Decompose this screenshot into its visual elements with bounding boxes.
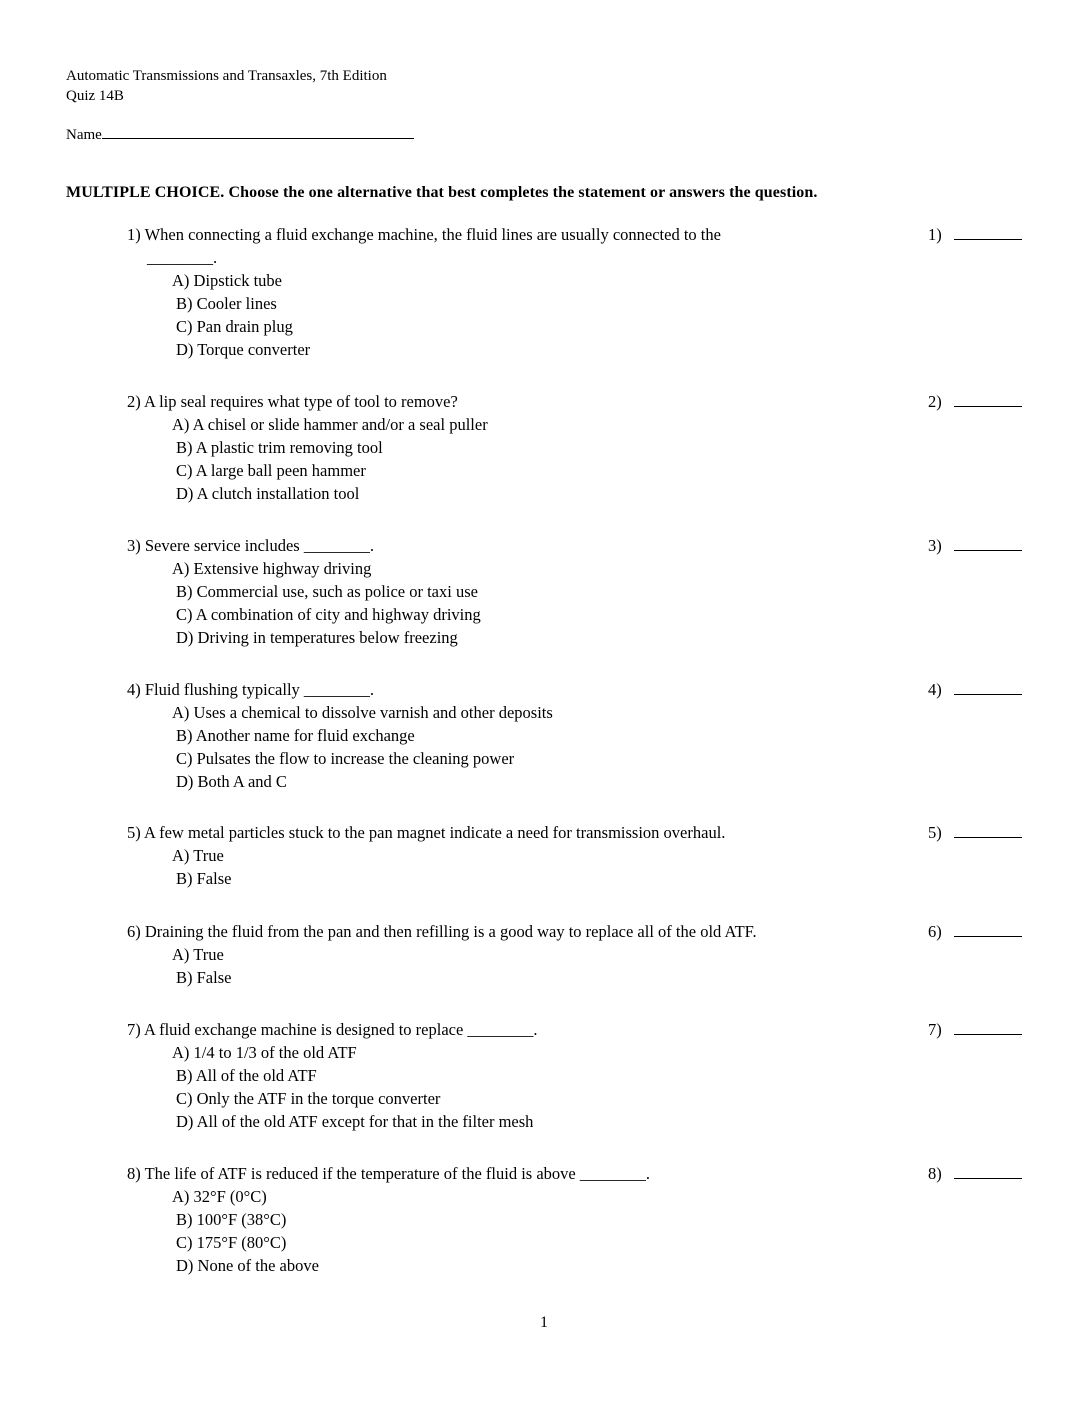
answer-option: A) Dipstick tube bbox=[172, 271, 282, 290]
question bbox=[127, 223, 927, 361]
answer-option: C) Pulsates the flow to increase the cleaning power bbox=[176, 749, 515, 768]
answer-option: A) True bbox=[172, 945, 224, 964]
answer-slot bbox=[928, 223, 1022, 246]
question-stem: 6) Draining the fluid from the pan and then refilling is a good way to replace all of the old ATF. bbox=[127, 922, 757, 941]
answer-slot bbox=[928, 390, 1022, 413]
answer-option: C) 175°F (80°C) bbox=[176, 1233, 287, 1252]
question-text bbox=[127, 223, 927, 269]
answer-option: D) None of the above bbox=[176, 1256, 319, 1275]
answer-number: 8) bbox=[928, 1164, 942, 1183]
answer-option: C) Pan drain plug bbox=[176, 317, 293, 336]
answer-option: D) Driving in temperatures below freezing bbox=[176, 628, 458, 647]
answer-option: B) A plastic trim removing tool bbox=[176, 438, 383, 457]
answer-option: A) Uses a chemical to dissolve varnish and other deposits bbox=[172, 703, 553, 722]
answer-slot bbox=[928, 1162, 1022, 1185]
answer-option: C) A large ball peen hammer bbox=[176, 461, 366, 480]
question-stem: 7) A fluid exchange machine is designed to replace ________. bbox=[127, 1020, 538, 1039]
answer-option: B) False bbox=[176, 869, 232, 888]
answer-option: B) False bbox=[176, 968, 232, 987]
instructions: MULTIPLE CHOICE. Choose the one alternative that best completes the statement or answers the question. bbox=[66, 184, 818, 201]
page-number: 1 bbox=[540, 1314, 548, 1331]
answer-number: 1) bbox=[928, 225, 942, 244]
answer-blank bbox=[954, 392, 1022, 407]
answer-option: B) Cooler lines bbox=[176, 294, 277, 313]
question-text bbox=[127, 920, 927, 943]
answer-number: 7) bbox=[928, 1020, 942, 1039]
question bbox=[127, 1162, 927, 1277]
answer-number: 5) bbox=[928, 823, 942, 842]
answer-option: B) All of the old ATF bbox=[176, 1066, 317, 1085]
question-text bbox=[127, 534, 927, 557]
answer-number: 2) bbox=[928, 392, 942, 411]
question bbox=[127, 534, 927, 649]
question-stem: 8) The life of ATF is reduced if the temperature of the fluid is above ________. bbox=[127, 1164, 650, 1183]
answer-option: A) Extensive highway driving bbox=[172, 559, 372, 578]
question-stem: 3) Severe service includes ________. bbox=[127, 536, 374, 555]
answer-slot bbox=[928, 534, 1022, 557]
quiz-label: Quiz 14B bbox=[66, 88, 124, 104]
answer-blank bbox=[954, 536, 1022, 551]
answer-option: B) Another name for fluid exchange bbox=[176, 726, 415, 745]
answer-option: B) Commercial use, such as police or taxi use bbox=[176, 582, 478, 601]
question-stem: 4) Fluid flushing typically ________. bbox=[127, 680, 375, 699]
question-stem: 1) When connecting a fluid exchange machine, the fluid lines are usually connected to the bbox=[127, 225, 721, 244]
answer-blank bbox=[954, 1164, 1022, 1179]
question-stem: 5) A few metal particles stuck to the pan magnet indicate a need for transmission overhaul. bbox=[127, 823, 726, 842]
question bbox=[127, 821, 927, 890]
question-text bbox=[127, 678, 927, 701]
answer-number: 4) bbox=[928, 680, 942, 699]
answer-slot bbox=[928, 821, 1022, 844]
answer-blank bbox=[954, 922, 1022, 937]
question-text bbox=[127, 1162, 927, 1185]
answer-option: A) A chisel or slide hammer and/or a seal puller bbox=[172, 415, 488, 434]
answer-option: A) 1/4 to 1/3 of the old ATF bbox=[172, 1043, 357, 1062]
name-field bbox=[66, 124, 414, 145]
answer-option: A) True bbox=[172, 846, 224, 865]
answer-option: B) 100°F (38°C) bbox=[176, 1210, 287, 1229]
document-title: Automatic Transmissions and Transaxles, 7th Edition bbox=[66, 68, 387, 84]
answer-blank bbox=[954, 680, 1022, 695]
question bbox=[127, 678, 927, 793]
answer-option: D) Torque converter bbox=[176, 340, 311, 359]
answer-slot bbox=[928, 1018, 1022, 1041]
answer-number: 3) bbox=[928, 536, 942, 555]
question-text bbox=[127, 821, 927, 844]
question-text bbox=[127, 1018, 927, 1041]
name-line bbox=[102, 124, 414, 139]
answer-option: C) Only the ATF in the torque converter bbox=[176, 1089, 441, 1108]
question bbox=[127, 920, 927, 989]
answer-blank bbox=[954, 225, 1022, 240]
question-stem-continued: ________. bbox=[147, 248, 218, 267]
answer-option: D) A clutch installation tool bbox=[176, 484, 360, 503]
question-text bbox=[127, 390, 927, 413]
answer-slot bbox=[928, 920, 1022, 943]
answer-blank bbox=[954, 1020, 1022, 1035]
answer-option: A) 32°F (0°C) bbox=[172, 1187, 267, 1206]
question bbox=[127, 1018, 927, 1133]
name-label: Name bbox=[66, 127, 102, 143]
answer-option: D) All of the old ATF except for that in the filter mesh bbox=[176, 1112, 534, 1131]
answer-blank bbox=[954, 823, 1022, 838]
answer-slot bbox=[928, 678, 1022, 701]
question bbox=[127, 390, 927, 505]
answer-option: D) Both A and C bbox=[176, 772, 287, 791]
answer-number: 6) bbox=[928, 922, 942, 941]
answer-option: C) A combination of city and highway driving bbox=[176, 605, 481, 624]
question-stem: 2) A lip seal requires what type of tool to remove? bbox=[127, 392, 458, 411]
